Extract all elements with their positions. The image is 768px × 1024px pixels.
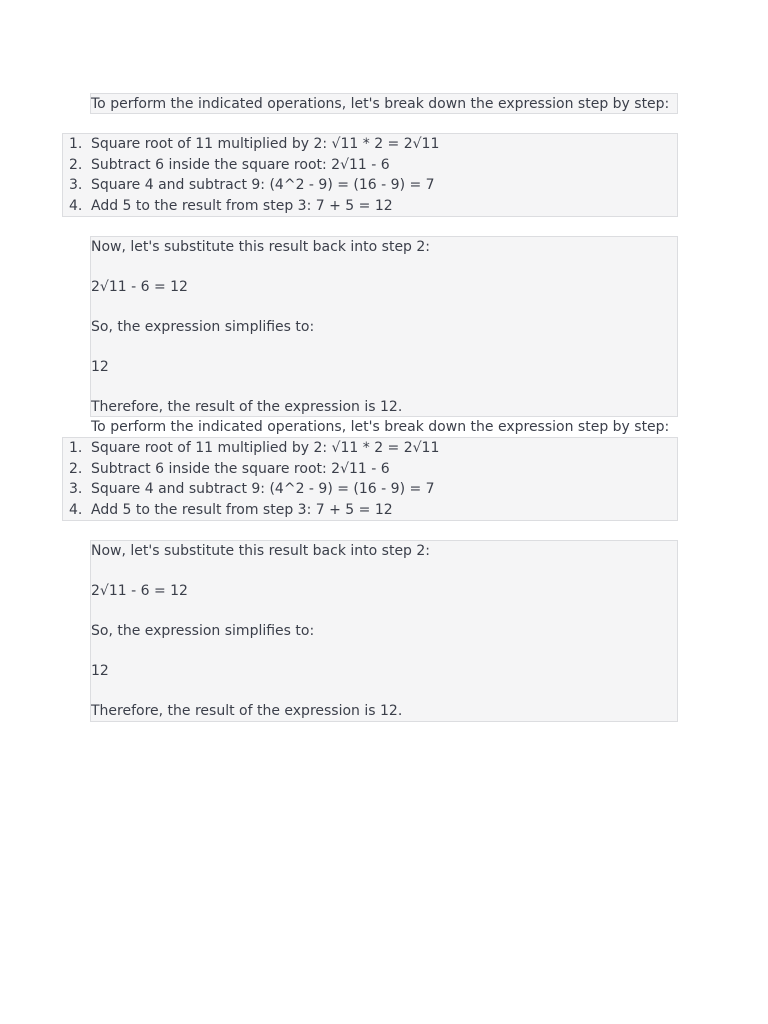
step-text: Square 4 and subtract 9: (4^2 - 9) = (16 - 9) = 7	[91, 481, 435, 497]
steps-list	[62, 437, 678, 521]
step-text: Subtract 6 inside the square root: 2√11 - 6	[91, 156, 390, 173]
conclusion-paragraph: Now, let's substitute this result back into step 2:	[91, 239, 431, 255]
conclusion-paragraph: Therefore, the result of the expression is 12.	[91, 703, 403, 719]
step-number: 2.	[69, 460, 83, 477]
step-number: 1.	[69, 136, 83, 152]
step-text: Add 5 to the result from step 3: 7 + 5 = 12	[91, 501, 393, 518]
list-item	[63, 459, 677, 480]
step-text: Square 4 and subtract 9: (4^2 - 9) = (16 - 9) = 7	[91, 177, 435, 193]
conclusion-paragraph: So, the expression simplifies to:	[91, 319, 315, 335]
step-text: Square root of 11 multiplied by 2: √11 * 2 = 2√11	[91, 440, 440, 456]
equation-line: 2√11 - 6 = 12	[91, 583, 188, 599]
steps-list	[62, 133, 678, 217]
list-item	[63, 155, 677, 176]
intro-text: To perform the indicated operations, let's break down the expression step by step:	[91, 419, 670, 435]
conclusion-paragraph: Therefore, the result of the expression is 12.	[91, 399, 403, 415]
intro-text: To perform the indicated operations, let's break down the expression step by step:	[91, 96, 670, 112]
step-number: 1.	[69, 440, 83, 456]
list-item	[63, 438, 677, 459]
document	[62, 93, 678, 722]
conclusion-block	[90, 236, 678, 435]
conclusion-paragraph: So, the expression simplifies to:	[91, 623, 315, 639]
step-number: 3.	[69, 177, 83, 193]
list-item	[63, 196, 677, 217]
step-number: 3.	[69, 481, 83, 497]
step-number: 4.	[69, 501, 83, 518]
step-text: Add 5 to the result from step 3: 7 + 5 = 12	[91, 197, 393, 214]
equation-line: 2√11 - 6 = 12	[91, 279, 188, 295]
list-item	[63, 479, 677, 500]
result-value: 12	[91, 663, 109, 679]
intro-paragraph	[90, 93, 678, 114]
step-text: Subtract 6 inside the square root: 2√11 - 6	[91, 460, 390, 477]
result-value: 12	[91, 359, 109, 375]
step-number: 2.	[69, 156, 83, 173]
list-item	[63, 500, 677, 521]
step-number: 4.	[69, 197, 83, 214]
conclusion-paragraph: Now, let's substitute this result back into step 2:	[91, 543, 431, 559]
conclusion-block	[90, 540, 678, 722]
step-text: Square root of 11 multiplied by 2: √11 * 2 = 2√11	[91, 136, 440, 152]
list-item	[63, 175, 677, 196]
list-item	[63, 134, 677, 155]
